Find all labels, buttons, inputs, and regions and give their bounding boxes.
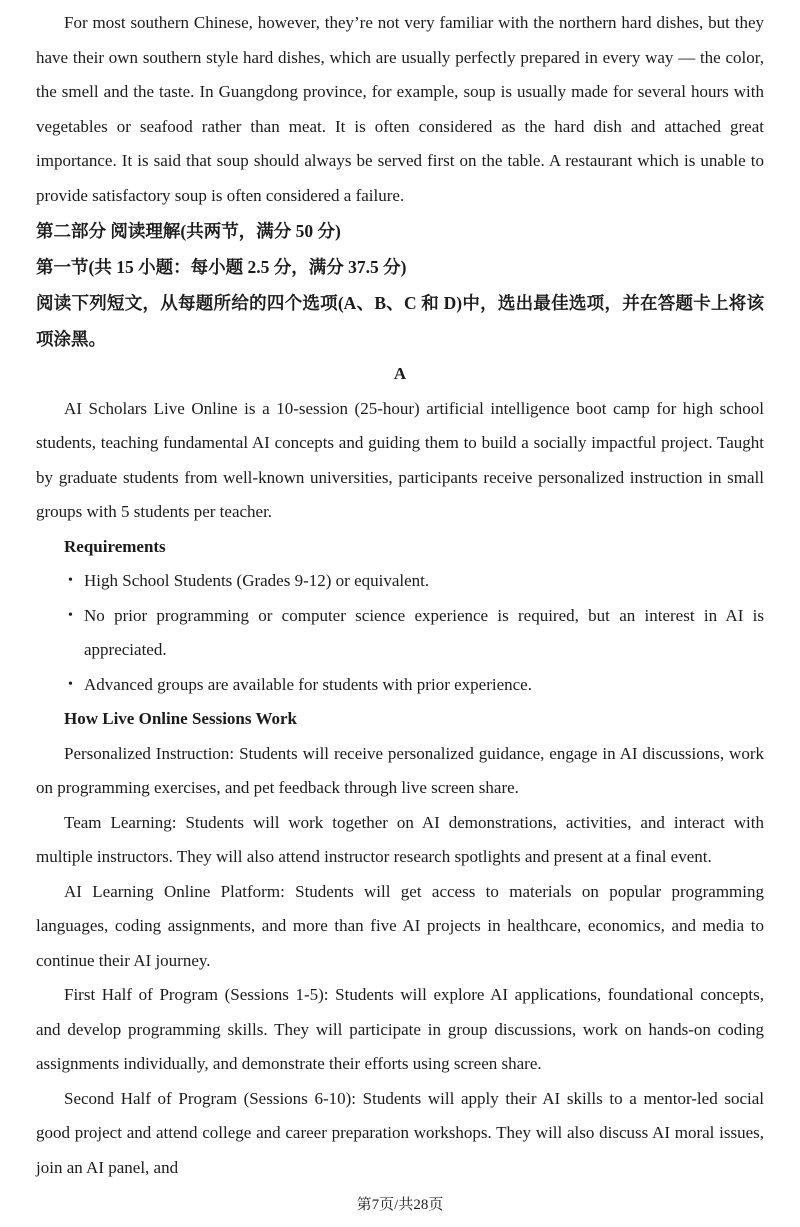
- passage-label-a: A: [393, 364, 407, 383]
- page-number: 第7页/共28页: [356, 1197, 444, 1213]
- heading-instructions: 阅读下列短文，从每题所给的四个选项(A、B、C 和 D)中，选出最佳选项，并在答题卡上将该项涂黑。: [36, 293, 764, 349]
- list-item-text: Advanced groups are available for students with prior experience.: [84, 674, 532, 694]
- bullet-icon: •: [68, 676, 73, 692]
- list-item-requirement-2: [36, 599, 764, 668]
- paragraph-online-platform: AI Learning Online Platform: Students will get access to materials on popular programming languages, coding assignments, and more than five AI projects in healthcare, economics, and media to continue their AI journey.: [36, 881, 764, 970]
- paragraph-first-half: First Half of Program (Sessions 1-5): Students will explore AI applications, foundational concepts, and develop programming skills. They will participate in group discussions, work on hands-on coding assignments individually, and demonstrate their efforts using screen share.: [36, 985, 764, 1073]
- bullet-icon: •: [68, 573, 73, 588]
- document-body: [36, 6, 764, 1185]
- list-item-requirement-1: [36, 564, 764, 599]
- list-item-text: No prior programming or computer science experience is required, but an interest in AI is appreciated.: [84, 605, 764, 659]
- heading-section-one: 第一节(共 15 小题：每小题 2.5 分，满分 37.5 分): [36, 257, 407, 277]
- bullet-icon: •: [68, 607, 73, 623]
- paragraph-ai-scholars-intro: AI Scholars Live Online is a 10-session (25-hour) artificial intelligence boot camp for high school students, teaching fundamental AI concepts and guiding them to build a socially impactful project. Taught by graduate students from well-known universities, participants receive personalized instruction in small groups with 5 students per teacher.: [36, 398, 764, 521]
- paragraph-team-learning: Team Learning: Students will work together on AI demonstrations, activities, and interact with multiple instructors. They will also attend instructor research spotlights and present at a final event.: [36, 812, 764, 866]
- subheading-how-sessions-work: How Live Online Sessions Work: [64, 709, 298, 728]
- list-item-requirement-3: [36, 668, 764, 703]
- list-item-text: High School Students (Grades 9-12) or equivalent.: [84, 571, 430, 590]
- paragraph-second-half: Second Half of Program (Sessions 6-10): Students will apply their AI skills to a mentor-led social good project and attend college and career preparation workshops. They will also discuss AI moral issues, join an AI panel, and: [36, 1088, 764, 1177]
- paragraph-personalized-instruction: Personalized Instruction: Students will receive personalized guidance, engage in AI discussions, work on programming exercises, and pet feedback through live screen share.: [36, 743, 764, 797]
- paragraph-southern-dishes: For most southern Chinese, however, they’re not very familiar with the northern hard dishes, but they have their own southern style hard dishes, which are usually perfectly prepared in every way — the color, the smell and the taste. In Guangdong province, for example, soup is usually made for several hours with vegetables or seafood rather than meat. It is often considered as the hard dish and attached great importance. It is said that soup should always be served first on the table. A restaurant which is unable to provide satisfactory soup is often considered a failure.: [36, 13, 764, 205]
- subheading-requirements: Requirements: [64, 536, 166, 556]
- heading-part-two: 第二部分 阅读理解(共两节，满分 50 分): [36, 221, 341, 241]
